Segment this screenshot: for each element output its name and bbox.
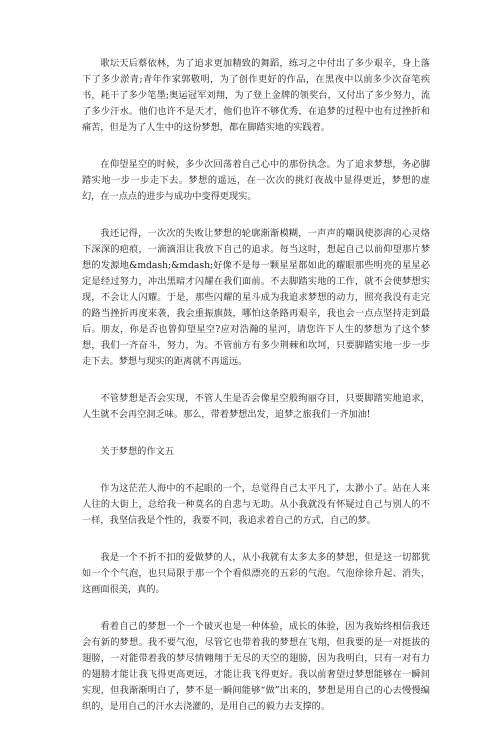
paragraph: 我是一个不折不扣的爱做梦的人，从小我就有太多太多的梦想，但是这一切都犹如一个个气泡，也只局限于那一个个看似漂亮的五彩的气泡。气泡徐徐升起、消失，这画面很美，真的。 <box>82 552 430 595</box>
paragraph: 作为这茫茫人海中的不起眼的一个，总觉得自己太平凡了，太渺小了。站在人来人往的大街上，总给我一种莫名的自悲与无助。从小我就没有怀疑过自己与别人的不一样，我坚信我是个性的，我要不同，我追求着自己的方式，自己的梦。 <box>82 483 430 526</box>
paragraph: 在仰望星空的时候，多少次回荡着自己心中的那份执念。为了追求梦想，务必脚踏实地一步一步走下去。梦想的遥远，在一次次的挑灯夜战中显得更近，梦想的虚幻，在一点点的进步与成功中变得更现实。 <box>82 159 430 202</box>
paragraph: 看着自己的梦想一个一个破灭也是一种体验，成长的体验，因为我始终相信我还会有新的梦想。我不要气泡，尽管它也带着我的梦想在飞翔，但我要的是一对挺拔的翅膀，一对能带着我的梦尽情翱翔于无尽的天空的翅膀，因为我明白，只有一对有力的翅膀才能让我飞得更高更远，才能让我飞得更好。我以前奢望过梦想能够在一瞬间实现，但我渐渐明白了，梦不是一瞬间能够“做”出来的，梦想是用自己的心去慢慢编织的，是用自己的汗水去浇灌的，是用自己的毅力去支撑的。 <box>82 621 430 712</box>
section-title: 关于梦想的作文五 <box>100 446 174 457</box>
paragraph: 我还记得，一次次的失败让梦想的轮廓渐渐模糊，一声声的嘲讽使澎湃的心灵烙下深深的疤痕，一滴滴泪让我放下自己的追求。每当这时，想起自己以前仰望那片梦想的发源地&mdash;&mdash;好像不是每一颗星星都如此的耀眼那些明亮的星星必定是经过努力，冲出黑暗才闪耀在我们面前。不去脚踏实地的工作，就不会使梦想实现，不会让人闪耀。于是，那些闪耀的星斗成为我追求梦想的动力，照亮我没有走完的路当挫折再度来袭，我会重振旗鼓，哪怕这条路再艰辛，我也会一点点坚持走到最后。朋友，你是否也曾仰望星空?应对浩瀚的星河，请您许下人生的梦想为了这个梦想，我们一齐奋斗，努力，为。不管前方有多少荆棘和坎坷，只要脚踏实地一步一步走下去。梦想与现实的距离就不再遥远。 <box>82 228 430 367</box>
document-body <box>82 56 430 736</box>
paragraph: 不管梦想是否会实现，不管人生是否会像星空般绚丽夺目，只要脚踏实地追求，人生就不会再空洞乏味。那么，带着梦想出发，追梦之旅我们一齐加油! <box>82 393 430 420</box>
paragraph: 歌坛天后蔡依林，为了追求更加精致的舞蹈，练习之中付出了多少艰辛，身上落下了多少淤青;青年作家郭敬明，为了创作更好的作品，在黑夜中以前多少次奋笔疾书，耗干了多少笔墨;奥运冠军刘翔，为了登上金牌的领奖台，又付出了多少努力，流了多少汗水。他们也许不是天才，他们也许不够优秀，在追梦的过程中也有过挫折和痛苦，但是为了人生中的这份梦想，都在脚踏实地的实践着。 <box>82 58 430 133</box>
